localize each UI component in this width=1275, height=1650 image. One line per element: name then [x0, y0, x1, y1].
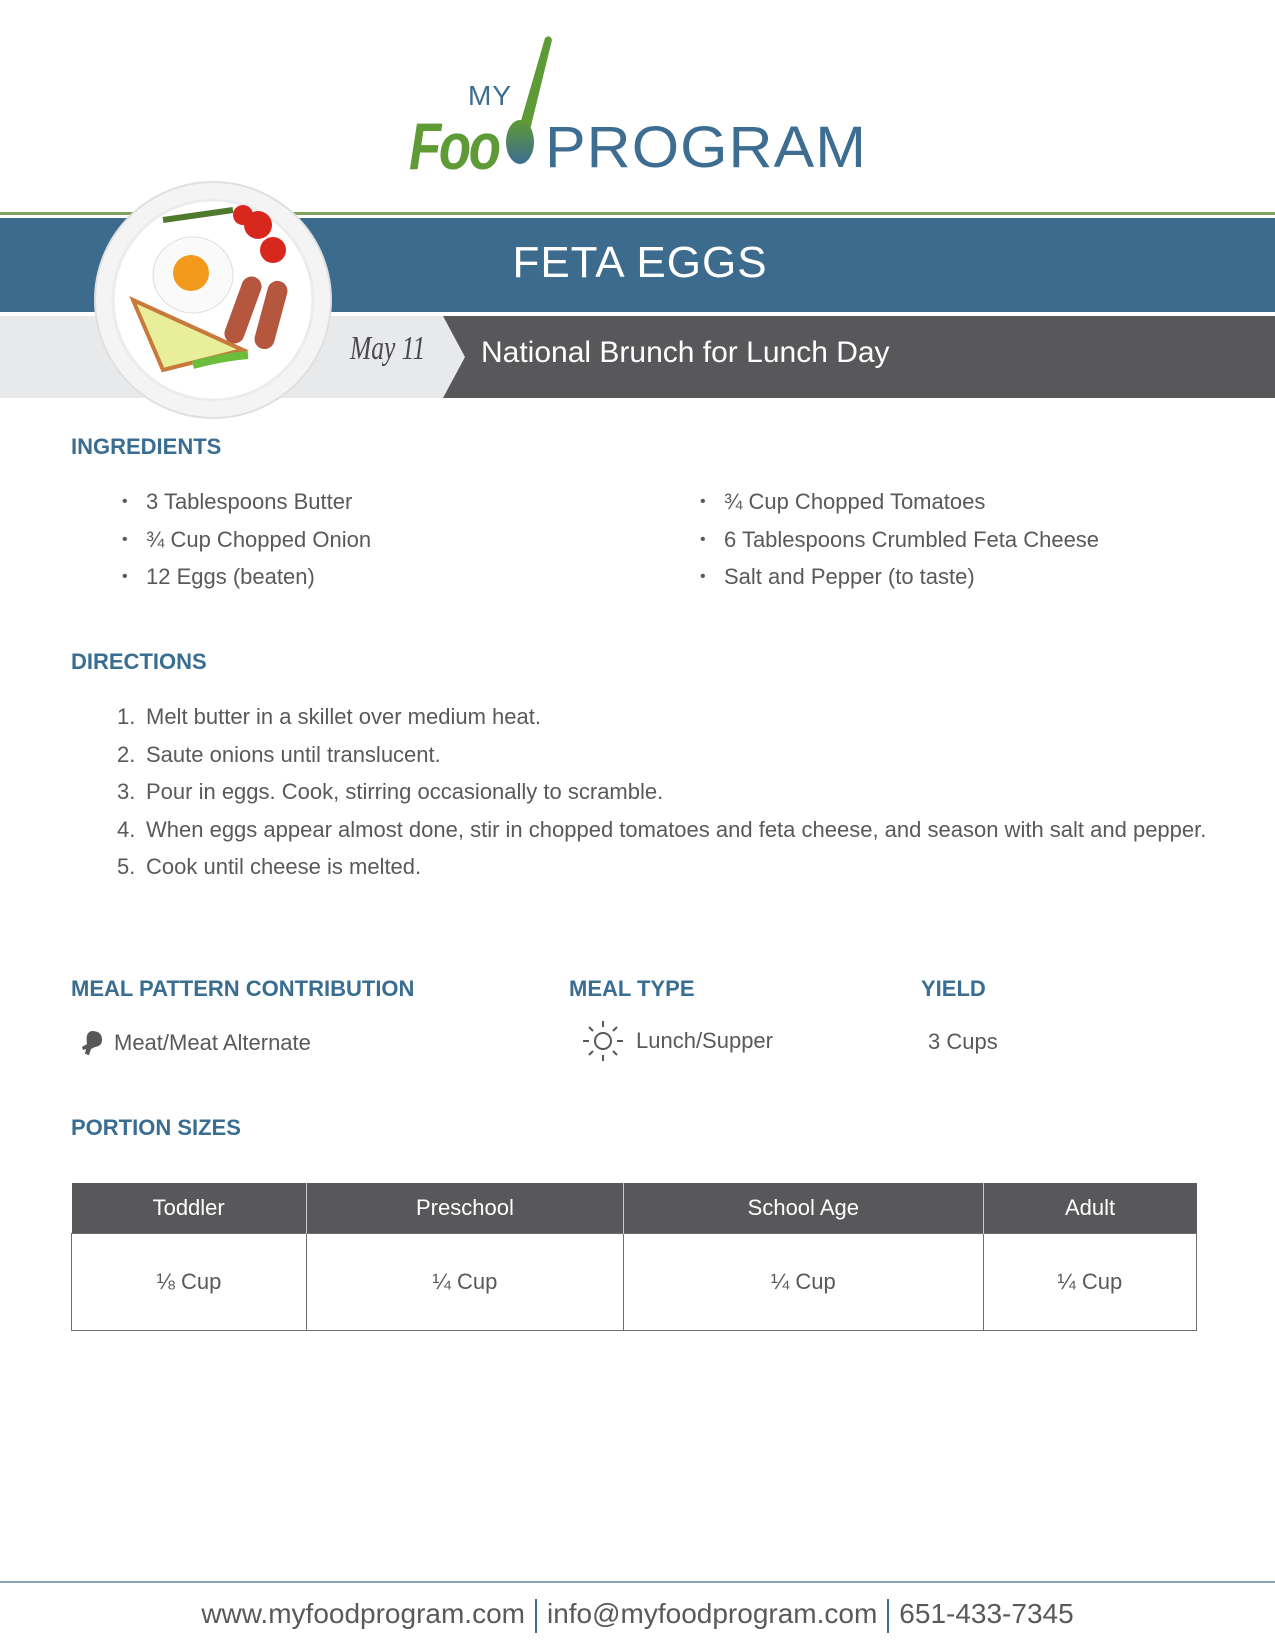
logo — [405, 30, 885, 183]
column-header: Toddler — [72, 1183, 307, 1234]
direction-step — [117, 698, 1207, 736]
meal-pattern-text: Meat/Meat Alternate — [114, 1030, 311, 1055]
ingredient-item: • 12 Eggs (beaten) — [122, 558, 371, 596]
ingredients-list-left — [122, 483, 371, 596]
meal-type-text: Lunch/Supper — [636, 1028, 773, 1053]
yield-heading: YIELD — [921, 976, 986, 1001]
portion-cell: ¼ Cup — [306, 1234, 623, 1331]
direction-step — [117, 811, 1207, 849]
portion-sizes-heading: PORTION SIZES — [71, 1115, 241, 1140]
step-text: Pour in eggs. Cook, stirring occasionally to scramble. — [146, 779, 664, 804]
step-number: 2. — [117, 741, 136, 767]
ingredient-item: • ¾ Cup Chopped Tomatoes — [700, 483, 1099, 521]
portion-table — [71, 1183, 1197, 1331]
step-text: Melt butter in a skillet over medium heat. — [146, 704, 541, 729]
logo-my: MY — [468, 80, 512, 111]
column-header: Adult — [983, 1183, 1196, 1234]
logo-program: PROGRAM — [545, 115, 868, 180]
logo-foo: Foo — [409, 109, 499, 183]
separator — [887, 1599, 889, 1633]
website-link[interactable]: www.myfoodprogram.com — [201, 1598, 525, 1629]
step-text: When eggs appear almost done, stir in chopped tomatoes and feta cheese, and season with salt and pepper. — [146, 816, 1207, 842]
column-header: Preschool — [306, 1183, 623, 1234]
footer — [0, 1598, 1275, 1633]
plate-illustration — [93, 180, 333, 420]
sun-icon — [580, 1018, 626, 1064]
direction-step — [117, 848, 1207, 886]
yield-value: 3 Cups — [928, 1029, 998, 1054]
meal-type-value — [580, 1018, 773, 1064]
directions-list — [117, 698, 1207, 886]
meal-pattern-value — [78, 1029, 311, 1057]
recipe-title: FETA EGGS — [512, 238, 768, 287]
portion-cell: ⅛ Cup — [72, 1234, 307, 1331]
direction-step — [117, 773, 1207, 811]
footer-divider — [0, 1581, 1275, 1583]
date-label: May 11 — [350, 330, 426, 367]
phone-number: 651-433-7345 — [899, 1598, 1074, 1629]
ingredient-item: • 3 Tablespoons Butter — [122, 483, 371, 521]
ingredients-list-right — [700, 483, 1099, 596]
ingredient-item: • ¾ Cup Chopped Onion — [122, 521, 371, 559]
occasion-label: National Brunch for Lunch Day — [481, 336, 890, 369]
ingredients-heading: INGREDIENTS — [71, 434, 222, 459]
step-number: 4. — [117, 816, 136, 842]
directions-heading: DIRECTIONS — [71, 649, 207, 674]
column-header: School Age — [624, 1183, 984, 1234]
table-header-row — [72, 1183, 1197, 1234]
direction-step — [117, 736, 1207, 774]
step-text: Cook until cheese is melted. — [146, 854, 422, 879]
step-number: 1. — [117, 704, 136, 729]
ingredient-item: • Salt and Pepper (to taste) — [700, 558, 1099, 596]
meal-pattern-heading: MEAL PATTERN CONTRIBUTION — [71, 976, 415, 1001]
step-number: 5. — [117, 854, 136, 879]
meal-type-heading: MEAL TYPE — [569, 976, 695, 1001]
drumstick-icon — [78, 1029, 104, 1057]
step-text: Saute onions until translucent. — [146, 741, 441, 767]
ingredient-item: • 6 Tablespoons Crumbled Feta Cheese — [700, 521, 1099, 559]
step-number: 3. — [117, 779, 136, 804]
table-row — [72, 1234, 1197, 1331]
separator — [535, 1599, 537, 1633]
portion-cell: ¼ Cup — [983, 1234, 1196, 1331]
portion-cell: ¼ Cup — [624, 1234, 984, 1331]
email-link[interactable]: info@myfoodprogram.com — [546, 1598, 878, 1629]
